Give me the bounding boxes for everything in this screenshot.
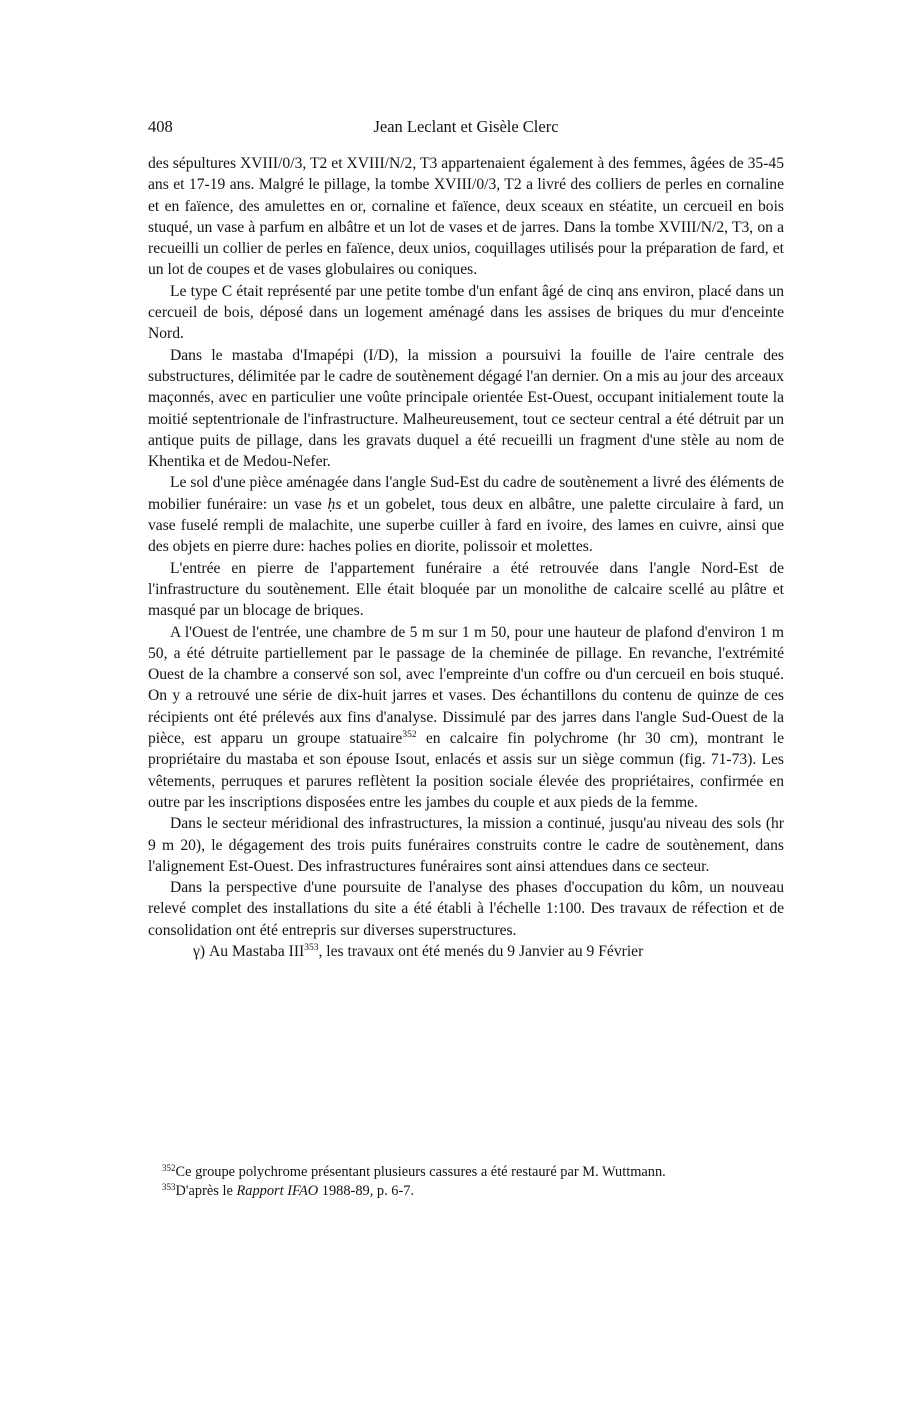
body-text: [148, 153, 784, 962]
footnote-352: [148, 1163, 784, 1182]
paragraph-9: [148, 941, 784, 962]
paragraph-6: [148, 622, 784, 814]
paragraph-4: [148, 472, 784, 557]
paragraph-4-start: Le sol d'une pièce aménagée dans l'angle Sud-Est du cadre de soutènement a livré des éléments de mobilier funéraire: un vase: [148, 474, 784, 513]
footnote-353: [148, 1182, 784, 1201]
paragraph-6-start: A l'Ouest de l'entrée, une chambre de 5 m sur 1 m 50, pour une hauteur de plafond d'environ 1 m 50, a été détruite partiellement par le passage de la cheminée de pillage. En revanche, l'extrémité Ouest de la chambre a conservé son sol, avec l'empreinte d'un coffre ou d'un cercueil en bois stuqué. On y a retrouvé une série de dix-huit jarres et vases. Des échantillons du contenu de quinze de ces récipients ont été prélevés aux fins d'analyse. Dissimulé par des jarres dans l'angle Sud-Ouest de la pièce, est apparu un groupe statuaire: [148, 623, 784, 748]
hs-vase-term: ḥs: [327, 495, 342, 513]
footnote-text: Ce groupe polychrome présentant plusieurs cassures a été restauré par M. Wuttmann.: [175, 1164, 666, 1180]
paragraph-7: Dans le secteur méridional des infrastructures, la mission a continué, jusqu'au niveau des sols (hr 9 m 20), le dégagement des trois puits funéraires construits contre le cadre de soutènement, dans l'alignement Est-Ouest. Des infrastructures funéraires sont ainsi attendues dans ce secteur.: [148, 815, 784, 875]
paragraph-9-start: γ) Au Mastaba III: [193, 942, 305, 960]
paragraph-9-end: , les travaux ont été menés du 9 Janvier au 9 Février: [318, 942, 644, 960]
footnote-citation-title: Rapport IFAO: [236, 1183, 319, 1199]
footnote-number: 352: [162, 1163, 176, 1173]
paragraph-5: L'entrée en pierre de l'appartement funéraire a été retrouvée dans l'angle Nord-Est de l'infrastructure du soutènement. Elle était bloquée par un monolithe de calcaire scellé au plâtre et masqué par un blocage de briques.: [148, 559, 784, 620]
page-header: [148, 117, 784, 143]
paragraph-3: Dans le mastaba d'Imapépi (I/D), la mission a poursuivi la fouille de l'aire centrale des substructures, délimitée par le cadre de soutènement dégagé l'an dernier. On a mis au jour des arceaux maçonnés, avec en particulier une voûte principale orientée Est-Ouest, occupant initialement toute la moitié septentrionale de l'infrastructure. Malheureusement, tout ce secteur central a été détruit par un antique puits de pillage, dans les gravats duquel a été recueilli un fragment d'une stèle au nom de Khentika et de Medou-Nefer.: [148, 346, 784, 471]
footnote-ref-353[interactable]: 353: [304, 942, 319, 953]
footnote-text-end: 1988-89, p. 6-7.: [321, 1183, 415, 1199]
footnote-text: D'après le: [175, 1183, 233, 1199]
paragraph-2: Le type C était représenté par une petite tombe d'un enfant âgé de cinq ans environ, placé dans un cercueil de bois, déposé dans un logement aménagé dans les assises de briques du mur d'enceinte Nord.: [148, 282, 784, 343]
running-head: Jean Leclant et Gisèle Clerc: [373, 117, 559, 136]
paragraph-8: Dans la perspective d'une poursuite de l'analyse des phases d'occupation du kôm, un nouveau relevé complet des installations du site a été établi à l'échelle 1:100. Des travaux de réfection et de consolidation ont été entrepris sur diverses superstructures.: [148, 879, 784, 939]
page: [148, 117, 784, 1199]
paragraph-4-end: et un gobelet, tous deux en albâtre, une palette circulaire à fard, un vase fuselé rempli de malachite, une superbe cuiller à fard en ivoire, des lames en cuivre, ainsi que des objets en pierre dure: haches polies en diorite, polissoir et molettes.: [148, 495, 784, 556]
paragraph-6-end: en calcaire fin polychrome (hr 30 cm), montrant le propriétaire du mastaba et son épouse Isout, enlacés et assis sur un siège commun (fig. 71-73). Les vêtements, perruques et parures reflètent la position sociale élevée des propriétaires, confirmée en outre par les inscriptions disposées entre les jambes du couple et aux pieds de la femme.: [148, 730, 784, 811]
paragraph-1: des sépultures XVIII/0/3, T2 et XVIII/N/2, T3 appartenaient également à des femmes, âgées de 35-45 ans et 17-19 ans. Malgré le pillage, la tombe XVIII/0/3, T2 a livré des colliers de perles en cornaline et en faïence, des amulettes en or, cornaline et faïence, deux sceaux en stéatite, un cercueil en bois stuqué, un vase à parfum en albâtre et un lot de vases et de jarres. Dans la tombe XVIII/N/2, T3, on a recueilli un collier de perles en faïence, deux unios, coquillages utilisés pour la préparation de fard, et un lot de coupes et de vases globulaires ou coniques.: [148, 155, 784, 279]
footnotes: [148, 1163, 784, 1201]
page-number: 408: [148, 117, 173, 136]
footnote-ref-352[interactable]: 352: [402, 730, 417, 741]
footnote-number: 353: [162, 1182, 176, 1192]
